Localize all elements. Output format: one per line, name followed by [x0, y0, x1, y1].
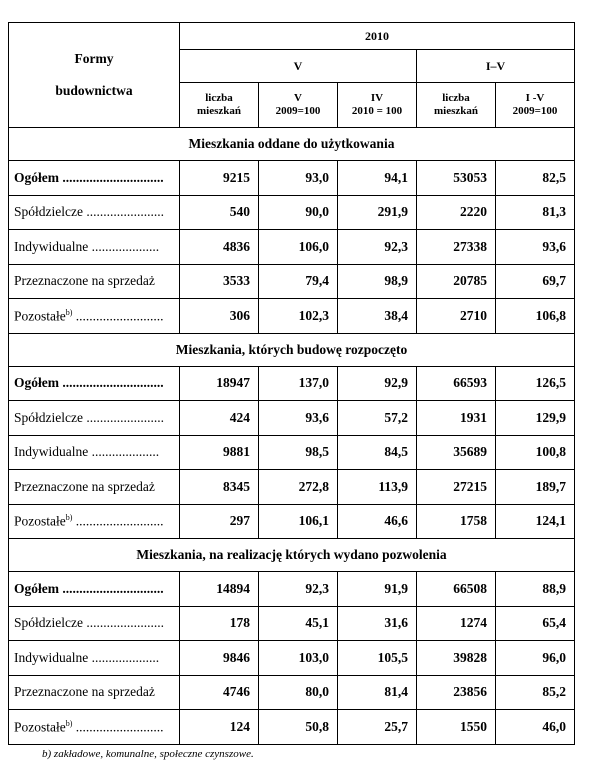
row-label-text: Przeznaczone na sprzedaż	[14, 684, 155, 700]
column-header-line: 2009=100	[275, 105, 321, 117]
row-label	[9, 710, 180, 745]
table-cell: 79,4	[259, 264, 338, 299]
row-label-text: Przeznaczone na sprzedaż	[14, 478, 155, 494]
table-cell: 65,4	[496, 606, 575, 641]
table-cell: 106,1	[259, 504, 338, 539]
section-header-row	[9, 539, 575, 572]
table-cell: 424	[180, 401, 259, 436]
table-cell: 129,9	[496, 401, 575, 436]
table-cell: 53053	[417, 161, 496, 196]
row-label	[9, 641, 180, 676]
table-row	[9, 710, 575, 745]
row-label	[9, 675, 180, 710]
table-cell: 540	[180, 195, 259, 230]
table-cell: 93,0	[259, 161, 338, 196]
table-cell: 9846	[180, 641, 259, 676]
table-row	[9, 161, 575, 196]
table-cell: 45,1	[259, 606, 338, 641]
table-cell: 178	[180, 606, 259, 641]
table-cell: 84,5	[338, 435, 417, 470]
table-cell: 96,0	[496, 641, 575, 676]
table-cell: 2710	[417, 299, 496, 334]
row-label-dots: ..........................	[72, 513, 164, 529]
table-row	[9, 641, 575, 676]
table-cell: 66593	[417, 366, 496, 401]
table-cell: 93,6	[259, 401, 338, 436]
table-cell: 92,3	[259, 572, 338, 607]
table-cell: 113,9	[338, 470, 417, 505]
table-cell: 69,7	[496, 264, 575, 299]
column-header	[338, 83, 417, 128]
section-title: Mieszkania, na realizację których wydano pozwolenia	[9, 539, 575, 572]
row-label	[9, 606, 180, 641]
row-label-text: Pozostałe	[14, 513, 66, 529]
table-row	[9, 401, 575, 436]
row-label-text: Indywidualne ....................	[14, 649, 160, 665]
column-header-line: liczba	[442, 92, 470, 104]
table-cell: 85,2	[496, 675, 575, 710]
table-body	[9, 128, 575, 745]
table-cell: 124,1	[496, 504, 575, 539]
table-cell: 9215	[180, 161, 259, 196]
table-cell: 38,4	[338, 299, 417, 334]
table-cell: 92,3	[338, 230, 417, 265]
table-row	[9, 470, 575, 505]
table-row	[9, 264, 575, 299]
column-header-line: 2010 = 100	[351, 105, 403, 117]
table-cell: 88,9	[496, 572, 575, 607]
footnote-marker: b)	[65, 513, 73, 522]
table-cell: 3533	[180, 264, 259, 299]
table-row	[9, 572, 575, 607]
footnote-marker: b)	[65, 307, 73, 317]
table-row	[9, 299, 575, 334]
table-cell: 82,5	[496, 161, 575, 196]
column-header-line: mieszkań	[434, 105, 478, 117]
forms-header	[9, 23, 180, 128]
footnote-marker: b)	[65, 718, 73, 728]
table-cell: 46,0	[496, 710, 575, 745]
table-cell: 94,1	[338, 161, 417, 196]
table-cell: 103,0	[259, 641, 338, 676]
table-row	[9, 435, 575, 470]
table-cell: 80,0	[259, 675, 338, 710]
table-cell: 9881	[180, 435, 259, 470]
table-cell: 27338	[417, 230, 496, 265]
column-header-line: 2009=100	[512, 105, 558, 117]
table-cell: 8345	[180, 470, 259, 505]
table-cell: 23856	[417, 675, 496, 710]
column-header-line: mieszkań	[197, 105, 241, 117]
month-group-header: V	[180, 50, 417, 83]
table-cell: 18947	[180, 366, 259, 401]
table-cell: 272,8	[259, 470, 338, 505]
table-cell: 92,9	[338, 366, 417, 401]
table-cell: 20785	[417, 264, 496, 299]
column-header-line: I -V	[525, 92, 545, 104]
table-cell: 137,0	[259, 366, 338, 401]
table-cell: 46,6	[338, 504, 417, 539]
row-label	[9, 470, 180, 505]
table-cell: 1931	[417, 401, 496, 436]
table-cell: 98,5	[259, 435, 338, 470]
row-label-text: Indywidualne ....................	[14, 444, 160, 460]
cumulative-group-header: I–V	[417, 50, 575, 83]
column-header	[259, 83, 338, 128]
row-label	[9, 161, 180, 196]
table-cell: 14894	[180, 572, 259, 607]
column-header-line: liczba	[205, 92, 233, 104]
row-label-text: Przeznaczone na sprzedaż	[14, 273, 155, 289]
column-header	[180, 83, 259, 128]
column-header	[496, 83, 575, 128]
table-cell: 1758	[417, 504, 496, 539]
table-cell: 291,9	[338, 195, 417, 230]
row-label	[9, 264, 180, 299]
table-cell: 39828	[417, 641, 496, 676]
table-row	[9, 230, 575, 265]
row-label-dots: ..........................	[72, 308, 164, 323]
row-label	[9, 435, 180, 470]
year-header: 2010	[180, 23, 575, 50]
section-title: Mieszkania, których budowę rozpoczęto	[9, 333, 575, 366]
row-label-text: Indywidualne ....................	[14, 238, 160, 254]
forms-header-line1: Formy	[74, 51, 114, 66]
table-cell: 57,2	[338, 401, 417, 436]
table-cell: 27215	[417, 470, 496, 505]
table-row	[9, 606, 575, 641]
table-cell: 91,9	[338, 572, 417, 607]
row-label-text: Ogółem ..............................	[14, 169, 164, 185]
section-header-row	[9, 333, 575, 366]
section-title: Mieszkania oddane do użytkowania	[9, 128, 575, 161]
column-header-line: V	[294, 92, 302, 104]
housing-statistics-table	[8, 22, 575, 745]
table-row	[9, 195, 575, 230]
table-cell: 81,4	[338, 675, 417, 710]
table-cell: 126,5	[496, 366, 575, 401]
forms-header-line2: budownictwa	[55, 83, 133, 98]
table-cell: 98,9	[338, 264, 417, 299]
row-label	[9, 401, 180, 436]
row-label-text: Spółdzielcze .......................	[14, 615, 164, 631]
row-label-text: Spółdzielcze .......................	[14, 409, 164, 425]
row-label-text: Pozostałe	[14, 308, 66, 323]
table-cell: 4836	[180, 230, 259, 265]
row-label-text: Spółdzielcze .......................	[14, 204, 164, 220]
table-cell: 124	[180, 710, 259, 745]
table-cell: 189,7	[496, 470, 575, 505]
table-cell: 100,8	[496, 435, 575, 470]
row-label	[9, 195, 180, 230]
row-label	[9, 504, 180, 539]
row-label-dots: ..........................	[72, 719, 164, 734]
table-cell: 1550	[417, 710, 496, 745]
footnote: b) zakładowe, komunalne, społeczne czynszowe.	[42, 748, 254, 760]
row-label	[9, 230, 180, 265]
table-row	[9, 675, 575, 710]
table-cell: 102,3	[259, 299, 338, 334]
table-cell: 106,0	[259, 230, 338, 265]
table-cell: 90,0	[259, 195, 338, 230]
row-label-text: Ogółem ..............................	[14, 375, 164, 391]
table-cell: 35689	[417, 435, 496, 470]
table-cell: 25,7	[338, 710, 417, 745]
table-cell: 2220	[417, 195, 496, 230]
table-cell: 105,5	[338, 641, 417, 676]
table-cell: 93,6	[496, 230, 575, 265]
row-label-text: Pozostałe	[14, 719, 66, 734]
table-cell: 306	[180, 299, 259, 334]
column-header-line: IV	[370, 92, 384, 104]
table-cell: 106,8	[496, 299, 575, 334]
table-cell: 4746	[180, 675, 259, 710]
row-label	[9, 366, 180, 401]
table-cell: 66508	[417, 572, 496, 607]
column-header	[417, 83, 496, 128]
table-row	[9, 366, 575, 401]
table-cell: 1274	[417, 606, 496, 641]
row-label	[9, 572, 180, 607]
row-label-text: Ogółem ..............................	[14, 580, 164, 596]
table-cell: 297	[180, 504, 259, 539]
table-cell: 31,6	[338, 606, 417, 641]
table-cell: 81,3	[496, 195, 575, 230]
row-label	[9, 299, 180, 334]
table-cell: 50,8	[259, 710, 338, 745]
section-header-row	[9, 128, 575, 161]
table-row	[9, 504, 575, 539]
